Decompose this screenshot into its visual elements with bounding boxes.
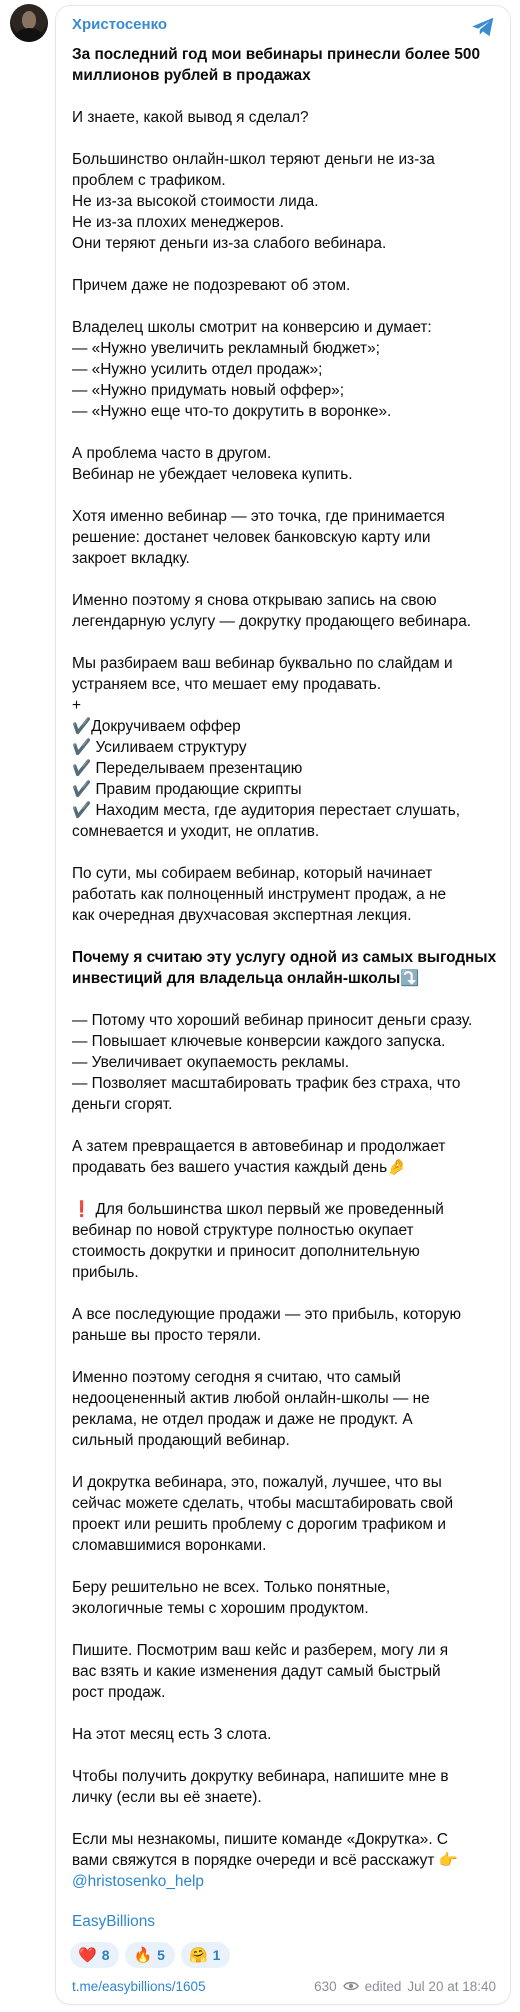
post-paragraph: Именно поэтому сегодня я считаю, что самый недооцененный актив любой онлайн-школы — не реклама, не отдел продаж и даже не продукт. А сильный продающий вебинар. [72, 1369, 430, 1449]
post-paragraph: Мы разбираем ваш вебинар буквально по слайдам и устраняем все, что мешает ему продавать. + ✔️Докручиваем оффер ✔️ Усиливаем структуру ✔️ Переделываем презентацию ✔️ Правим продающие скрипты ✔️ Находим места, где аудитория перестает слушать, сомневается и уходит, не оплатив. [72, 655, 461, 840]
reaction-emoji-icon: 🤗 [188, 1946, 208, 1964]
reaction-count: 1 [212, 1947, 221, 1963]
edited-label: edited [364, 1978, 402, 1994]
post-paragraph: Именно поэтому я снова открываю запись на свою легендарную услугу — докрутку продающего вебинара. [72, 592, 472, 630]
post-paragraph: ❗️ Для большинства школ первый же проведенный вебинар по новой структуре полностью окупает стоимость докрутки и приносит дополнительную прибыль. [72, 1201, 444, 1281]
post-paragraph: Большинство онлайн-школ теряют деньги не из-за проблем с трафиком. Не из-за высокой стоимости лида. Не из-за плохих менеджеров. Они теряют деньги из-за слабого вебинара. [72, 151, 435, 252]
post-paragraph: Хотя именно вебинар — это точка, где принимается решение: достанет человек банковскую карту или закроет вкладку. [72, 508, 445, 567]
post-paragraph: Владелец школы смотрит на конверсию и думает: — «Нужно увеличить рекламный бюджет»; — «Нужно усилить отдел продаж»; — «Нужно придумать новый оффер»; — «Нужно еще что-то докрутить в воронке». [72, 319, 432, 420]
post-paragraph: Пишите. Посмотрим ваш кейс и разберем, могу ли я вас взять и какие изменения дадут самый быстрый рост продаж. [72, 1642, 449, 1701]
reaction-emoji-icon: ❤️ [78, 1946, 97, 1964]
post-paragraph: А затем превращается в автовебинар и продолжает продавать без вашего участия каждый день🤌 [72, 1138, 446, 1176]
reaction-emoji-icon: 🔥 [133, 1946, 153, 1964]
reaction-count: 5 [157, 1947, 165, 1963]
post-paragraph: — Потому что хороший вебинар приносит деньги сразу. — Повышает ключевые конверсии каждого запуска. — Увеличивает окупаемость рекламы. — Позволяет масштабировать трафик без страха, что деньги сгорят. [72, 1012, 473, 1113]
reaction-button[interactable] [70, 1942, 119, 1968]
message-card [56, 6, 510, 2004]
eye-icon [343, 1980, 359, 1992]
post-paragraph: Причем даже не подозревают об этом. [72, 277, 351, 294]
message-meta [314, 1979, 496, 1994]
reaction-button[interactable] [181, 1942, 230, 1968]
post-paragraph: На этот месяц есть 3 слота. [72, 1726, 272, 1743]
post-paragraph: Чтобы получить докрутку вебинара, напишите мне в личку (если вы её знаете). [72, 1768, 449, 1806]
post-paragraph: И докрутка вебинара, это, пожалуй, лучшее, что вы сейчас можете сделать, чтобы масштабировать свой проект или решить проблему с дорогим трафиком и сломавшимися воронками. [72, 1474, 454, 1554]
contact-link[interactable]: @hristosenko_help [72, 1873, 204, 1890]
channel-signature[interactable]: EasyBillions [72, 1913, 155, 1930]
post-title: За последний год мои вебинары принесли более 500 миллионов рублей в продажах [72, 46, 481, 84]
channel-avatar[interactable] [10, 4, 48, 42]
message-time: Jul 20 at 18:40 [407, 1978, 496, 1994]
post-text [72, 44, 500, 1892]
view-count: 630 [314, 1978, 337, 1994]
post-paragraph: А все последующие продажи — это прибыль, которую раньше вы просто теряли. [72, 1306, 462, 1344]
post-paragraph: Почему я считаю эту услугу одной из самых выгодных инвестиций для владельца онлайн-школы⤵️ [72, 949, 497, 987]
channel-name[interactable]: Христосенко [72, 16, 168, 33]
reaction-count: 8 [101, 1947, 110, 1963]
post-paragraph: И знаете, какой вывод я сделал? [72, 109, 309, 126]
post-paragraph: По сути, мы собираем вебинар, который начинает работать как полноценный инструмент продаж, а не как очередная двухчасовая экспертная лекция. [72, 865, 447, 924]
post-paragraph: Беру решительно не всех. Только понятные, экологичные темы с хорошим продуктом. [72, 1579, 391, 1617]
post-paragraph: А проблема часто в другом. Вебинар не убеждает человека купить. [72, 445, 353, 483]
message-footer [72, 1976, 496, 1996]
post-link[interactable]: t.me/easybillions/1605 [72, 1978, 206, 1994]
post-paragraph: Если мы незнакомы, пишите команде «Докрутка». С вами свяжутся в порядке очереди и всё расскажут 👉 @hristosenko_help [72, 1831, 458, 1890]
telegram-share-icon[interactable] [470, 14, 496, 40]
reactions-bar [70, 1942, 230, 1968]
reaction-button[interactable] [125, 1942, 174, 1968]
